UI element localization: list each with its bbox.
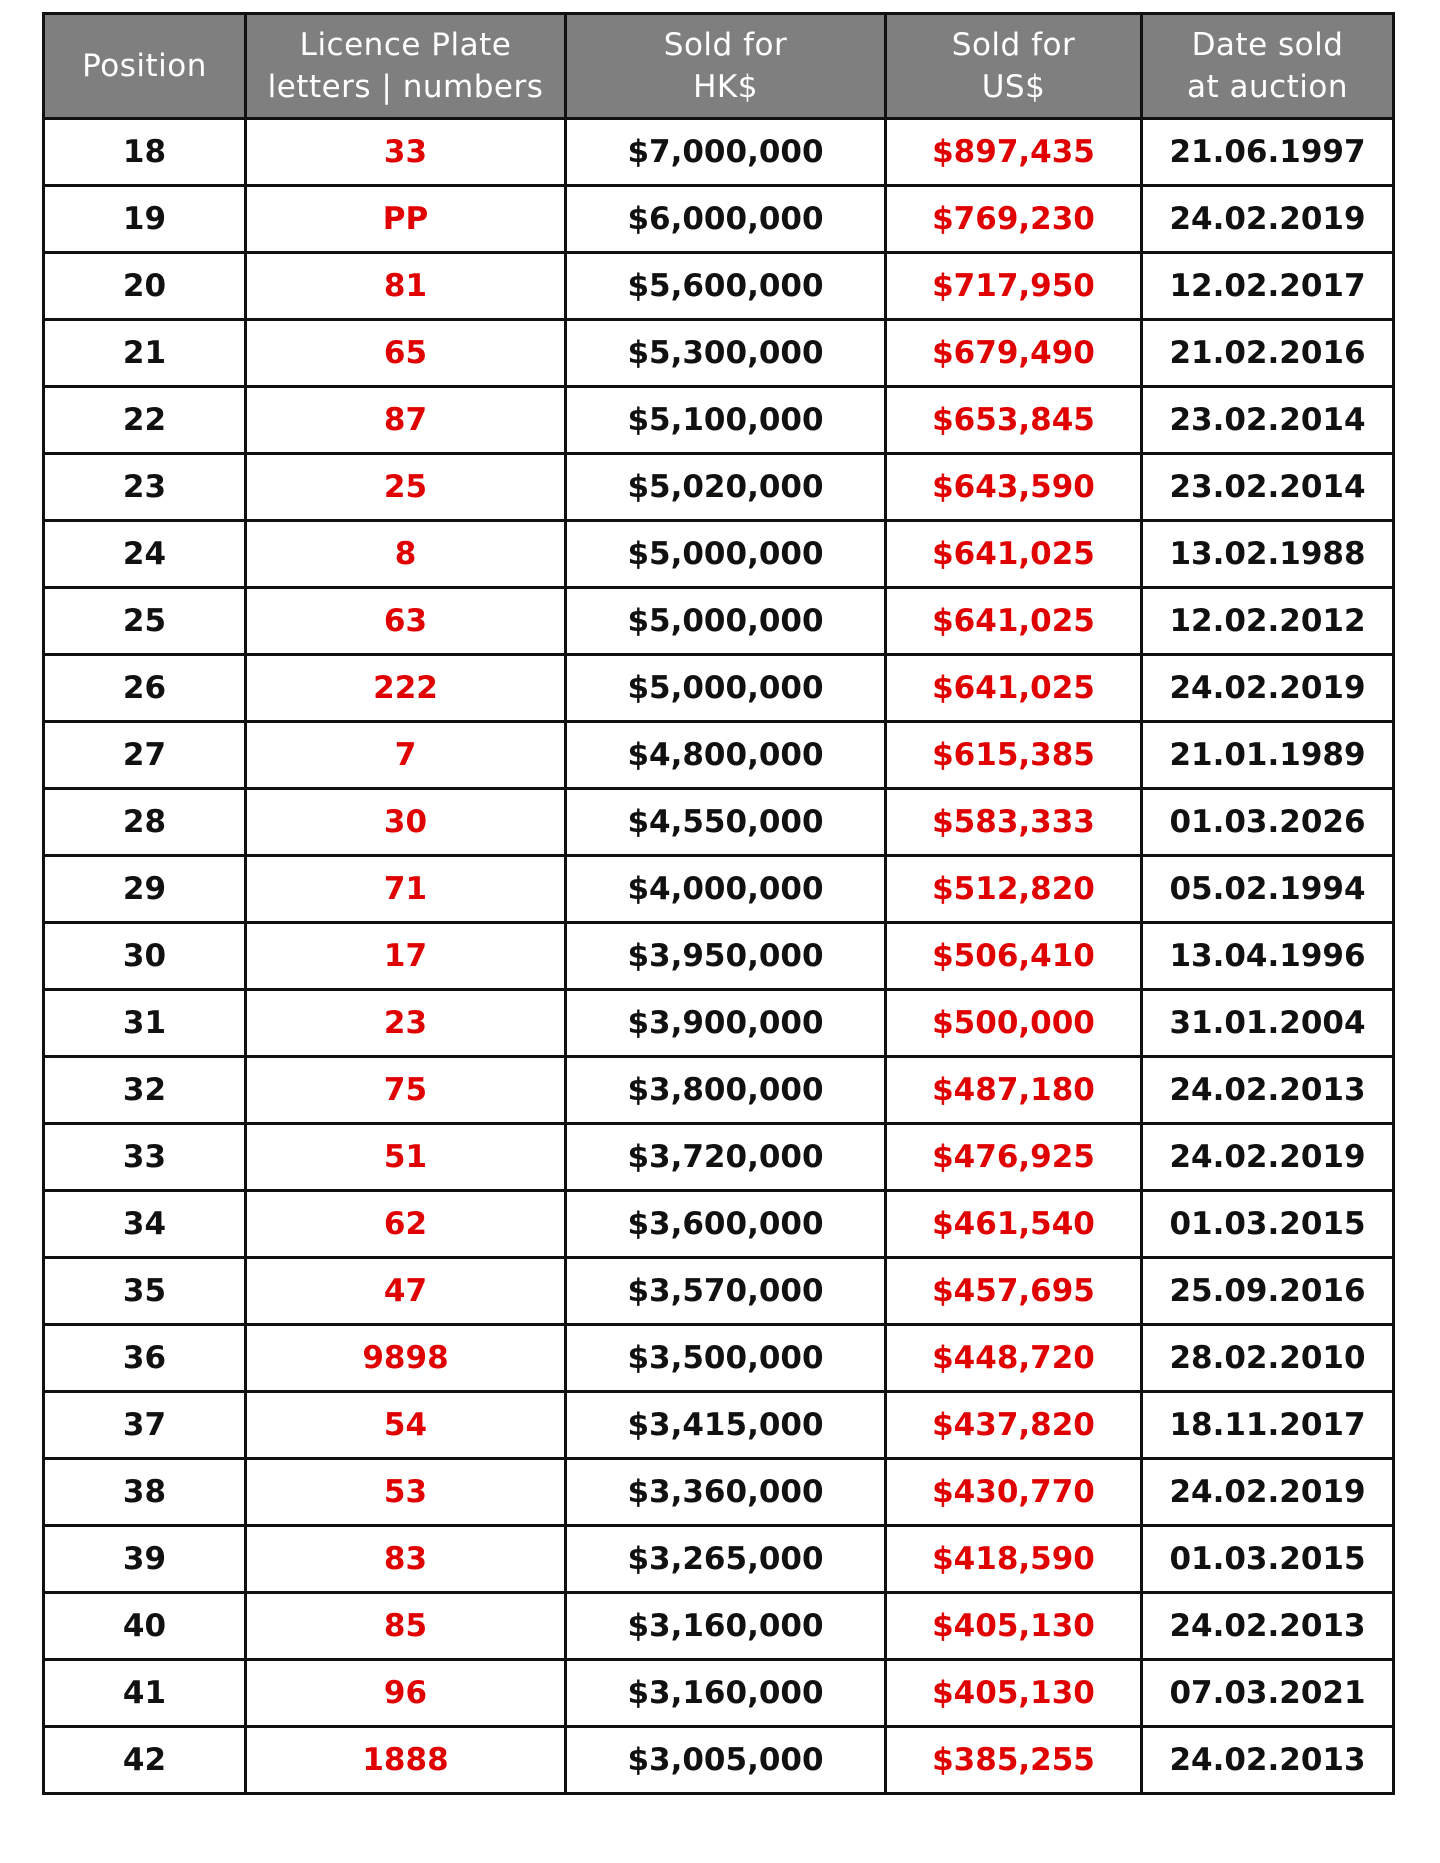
table-row — [44, 1660, 1394, 1727]
usd-price-cell: $476,925 — [886, 1124, 1142, 1191]
plate-cell: 30 — [246, 789, 566, 856]
usd-price-cell: $641,025 — [886, 655, 1142, 722]
table-row — [44, 521, 1394, 588]
header-licence-plate: Licence Plate letters | numbers — [246, 14, 566, 119]
table-row — [44, 1191, 1394, 1258]
date-cell: 24.02.2013 — [1142, 1593, 1394, 1660]
date-cell: 24.02.2013 — [1142, 1057, 1394, 1124]
plate-cell: 62 — [246, 1191, 566, 1258]
hkd-price-cell: $3,900,000 — [566, 990, 886, 1057]
table-row — [44, 588, 1394, 655]
plate-cell: 54 — [246, 1392, 566, 1459]
table-body — [44, 119, 1394, 1794]
plate-cell: 75 — [246, 1057, 566, 1124]
hkd-price-cell: $5,100,000 — [566, 387, 886, 454]
date-cell: 25.09.2016 — [1142, 1258, 1394, 1325]
plate-cell: 96 — [246, 1660, 566, 1727]
hkd-price-cell: $3,720,000 — [566, 1124, 886, 1191]
plate-cell: 51 — [246, 1124, 566, 1191]
hkd-price-cell: $4,550,000 — [566, 789, 886, 856]
plate-cell: 33 — [246, 119, 566, 186]
table-row — [44, 789, 1394, 856]
table-row — [44, 253, 1394, 320]
plate-cell: 7 — [246, 722, 566, 789]
plate-cell: 63 — [246, 588, 566, 655]
usd-price-cell: $437,820 — [886, 1392, 1142, 1459]
plate-cell: 222 — [246, 655, 566, 722]
position-cell: 30 — [44, 923, 246, 990]
usd-price-cell: $769,230 — [886, 186, 1142, 253]
position-cell: 36 — [44, 1325, 246, 1392]
hkd-price-cell: $3,500,000 — [566, 1325, 886, 1392]
date-cell: 21.01.1989 — [1142, 722, 1394, 789]
hkd-price-cell: $3,160,000 — [566, 1660, 886, 1727]
position-cell: 39 — [44, 1526, 246, 1593]
usd-price-cell: $405,130 — [886, 1660, 1142, 1727]
hkd-price-cell: $3,800,000 — [566, 1057, 886, 1124]
date-cell: 24.02.2013 — [1142, 1727, 1394, 1794]
date-cell: 23.02.2014 — [1142, 387, 1394, 454]
table-row — [44, 655, 1394, 722]
date-cell: 01.03.2015 — [1142, 1191, 1394, 1258]
date-cell: 13.02.1988 — [1142, 521, 1394, 588]
usd-price-cell: $405,130 — [886, 1593, 1142, 1660]
position-cell: 31 — [44, 990, 246, 1057]
hkd-price-cell: $5,020,000 — [566, 454, 886, 521]
usd-price-cell: $500,000 — [886, 990, 1142, 1057]
usd-price-cell: $653,845 — [886, 387, 1142, 454]
hkd-price-cell: $3,360,000 — [566, 1459, 886, 1526]
date-cell: 01.03.2026 — [1142, 789, 1394, 856]
table-row — [44, 454, 1394, 521]
date-cell: 18.11.2017 — [1142, 1392, 1394, 1459]
date-cell: 12.02.2017 — [1142, 253, 1394, 320]
position-cell: 40 — [44, 1593, 246, 1660]
table-row — [44, 990, 1394, 1057]
usd-price-cell: $385,255 — [886, 1727, 1142, 1794]
table-row — [44, 1593, 1394, 1660]
table-row — [44, 1325, 1394, 1392]
position-cell: 28 — [44, 789, 246, 856]
position-cell: 34 — [44, 1191, 246, 1258]
hkd-price-cell: $4,000,000 — [566, 856, 886, 923]
position-cell: 23 — [44, 454, 246, 521]
date-cell: 28.02.2010 — [1142, 1325, 1394, 1392]
auction-results-sheet — [42, 12, 1392, 1795]
plate-cell: 81 — [246, 253, 566, 320]
usd-price-cell: $487,180 — [886, 1057, 1142, 1124]
plate-cell: 87 — [246, 387, 566, 454]
hkd-price-cell: $5,000,000 — [566, 655, 886, 722]
position-cell: 35 — [44, 1258, 246, 1325]
hkd-price-cell: $3,160,000 — [566, 1593, 886, 1660]
position-cell: 42 — [44, 1727, 246, 1794]
hkd-price-cell: $3,265,000 — [566, 1526, 886, 1593]
plate-cell: 85 — [246, 1593, 566, 1660]
usd-price-cell: $615,385 — [886, 722, 1142, 789]
usd-price-cell: $641,025 — [886, 588, 1142, 655]
usd-price-cell: $643,590 — [886, 454, 1142, 521]
table-row — [44, 387, 1394, 454]
position-cell: 27 — [44, 722, 246, 789]
usd-price-cell: $448,720 — [886, 1325, 1142, 1392]
table-row — [44, 1258, 1394, 1325]
date-cell: 24.02.2019 — [1142, 1124, 1394, 1191]
date-cell: 13.04.1996 — [1142, 923, 1394, 990]
date-cell: 24.02.2019 — [1142, 655, 1394, 722]
position-cell: 37 — [44, 1392, 246, 1459]
usd-price-cell: $641,025 — [886, 521, 1142, 588]
usd-price-cell: $717,950 — [886, 253, 1142, 320]
usd-price-cell: $430,770 — [886, 1459, 1142, 1526]
plate-cell: 1888 — [246, 1727, 566, 1794]
hkd-price-cell: $3,415,000 — [566, 1392, 886, 1459]
usd-price-cell: $506,410 — [886, 923, 1142, 990]
position-cell: 32 — [44, 1057, 246, 1124]
hkd-price-cell: $3,005,000 — [566, 1727, 886, 1794]
usd-price-cell: $897,435 — [886, 119, 1142, 186]
plate-cell: 65 — [246, 320, 566, 387]
date-cell: 05.02.1994 — [1142, 856, 1394, 923]
table-row — [44, 320, 1394, 387]
position-cell: 22 — [44, 387, 246, 454]
hkd-price-cell: $3,600,000 — [566, 1191, 886, 1258]
hkd-price-cell: $5,000,000 — [566, 588, 886, 655]
hkd-price-cell: $5,300,000 — [566, 320, 886, 387]
header-date-sold: Date sold at auction — [1142, 14, 1394, 119]
plate-cell: PP — [246, 186, 566, 253]
position-cell: 29 — [44, 856, 246, 923]
header-row — [44, 14, 1394, 119]
position-cell: 33 — [44, 1124, 246, 1191]
date-cell: 24.02.2019 — [1142, 1459, 1394, 1526]
date-cell: 23.02.2014 — [1142, 454, 1394, 521]
date-cell: 01.03.2015 — [1142, 1526, 1394, 1593]
table-row — [44, 186, 1394, 253]
header-sold-for-usd: Sold for US$ — [886, 14, 1142, 119]
table-row — [44, 1057, 1394, 1124]
plate-cell: 9898 — [246, 1325, 566, 1392]
plate-cell: 83 — [246, 1526, 566, 1593]
usd-price-cell: $418,590 — [886, 1526, 1142, 1593]
position-cell: 25 — [44, 588, 246, 655]
header-sold-for-hkd: Sold for HK$ — [566, 14, 886, 119]
date-cell: 12.02.2012 — [1142, 588, 1394, 655]
plate-cell: 53 — [246, 1459, 566, 1526]
hkd-price-cell: $4,800,000 — [566, 722, 886, 789]
hkd-price-cell: $5,600,000 — [566, 253, 886, 320]
plate-cell: 23 — [246, 990, 566, 1057]
licence-plate-auction-table — [42, 12, 1395, 1795]
date-cell: 24.02.2019 — [1142, 186, 1394, 253]
usd-price-cell: $457,695 — [886, 1258, 1142, 1325]
header-position: Position — [44, 14, 246, 119]
position-cell: 20 — [44, 253, 246, 320]
position-cell: 26 — [44, 655, 246, 722]
hkd-price-cell: $6,000,000 — [566, 186, 886, 253]
hkd-price-cell: $3,950,000 — [566, 923, 886, 990]
date-cell: 21.02.2016 — [1142, 320, 1394, 387]
position-cell: 24 — [44, 521, 246, 588]
table-header — [44, 14, 1394, 119]
plate-cell: 8 — [246, 521, 566, 588]
position-cell: 38 — [44, 1459, 246, 1526]
date-cell: 07.03.2021 — [1142, 1660, 1394, 1727]
hkd-price-cell: $7,000,000 — [566, 119, 886, 186]
usd-price-cell: $583,333 — [886, 789, 1142, 856]
date-cell: 21.06.1997 — [1142, 119, 1394, 186]
plate-cell: 17 — [246, 923, 566, 990]
position-cell: 41 — [44, 1660, 246, 1727]
position-cell: 18 — [44, 119, 246, 186]
table-row — [44, 722, 1394, 789]
table-row — [44, 1392, 1394, 1459]
plate-cell: 71 — [246, 856, 566, 923]
usd-price-cell: $461,540 — [886, 1191, 1142, 1258]
table-row — [44, 923, 1394, 990]
plate-cell: 25 — [246, 454, 566, 521]
hkd-price-cell: $5,000,000 — [566, 521, 886, 588]
plate-cell: 47 — [246, 1258, 566, 1325]
usd-price-cell: $512,820 — [886, 856, 1142, 923]
date-cell: 31.01.2004 — [1142, 990, 1394, 1057]
table-row — [44, 119, 1394, 186]
table-row — [44, 1124, 1394, 1191]
table-row — [44, 1727, 1394, 1794]
position-cell: 21 — [44, 320, 246, 387]
position-cell: 19 — [44, 186, 246, 253]
usd-price-cell: $679,490 — [886, 320, 1142, 387]
table-row — [44, 856, 1394, 923]
hkd-price-cell: $3,570,000 — [566, 1258, 886, 1325]
table-row — [44, 1459, 1394, 1526]
table-row — [44, 1526, 1394, 1593]
